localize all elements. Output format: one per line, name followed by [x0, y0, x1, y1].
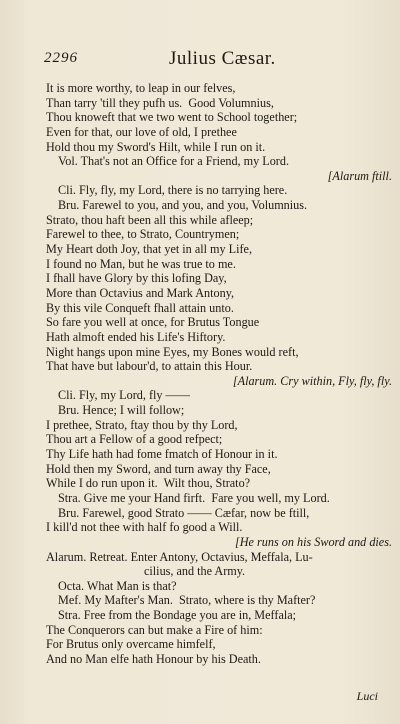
text-line: Hold thou my Sword's Hilt, while I run on it.	[46, 139, 266, 154]
text-line: Cli. Fly, fly, my Lord, there is no tarrying here.	[58, 183, 288, 198]
text-line: By this vile Conqueft fhall attain unto.	[46, 300, 234, 315]
text-line: It is more worthy, to leap in our felves,	[46, 81, 236, 95]
stage-direction: [Alarum. Cry within, Fly, fly, fly.	[232, 373, 392, 388]
text-line: Thou knoweft that we two went to School together;	[46, 110, 298, 125]
stage-direction: [Alarum ftill.	[327, 168, 392, 183]
page-number: 2296	[44, 50, 78, 66]
text-line: Octa. What Man is that?	[58, 578, 177, 593]
text-line: Bru. Farewel to you, and you, and you, Volumnius.	[58, 198, 308, 213]
text-line: Night hangs upon mine Eyes, my Bones would reft,	[46, 344, 299, 359]
text-line: Hold then my Sword, and turn away thy Face,	[46, 461, 271, 476]
text-line: I found no Man, but he was true to me.	[46, 256, 236, 271]
text-line: Stra. Free from the Bondage you are in, Meffala;	[58, 608, 297, 623]
text-line: Vol. That's not an Office for a Friend, my Lord.	[58, 154, 290, 169]
text-line: Mef. My Mafter's Man. Strato, where is thy Mafter?	[58, 593, 316, 608]
text-line: Strato, thou haft been all this while afleep;	[46, 212, 254, 227]
catchword: Luci	[356, 689, 378, 703]
page-header	[44, 48, 374, 72]
text-line: The Conquerors can but make a Fire of him:	[46, 622, 263, 637]
text-line: My Heart doth Joy, that yet in all my Life,	[46, 242, 253, 257]
text-line: And no Man elfe hath Honour by his Death.	[46, 651, 261, 666]
text-line: cilius, and the Army.	[144, 564, 246, 579]
stage-direction: [He runs on his Sword and dies.	[235, 534, 392, 549]
text-line: Thou art a Fellow of a good refpect;	[46, 432, 223, 447]
running-title: Julius Cæsar.	[169, 48, 276, 69]
text-line: Hath almoft ended his Life's Hiftory.	[46, 329, 226, 344]
text-line: I kill'd not thee with half fo good a Will.	[46, 520, 243, 535]
text-line: I fhall have Glory by this lofing Day,	[46, 271, 227, 286]
text-line: Thy Life hath had fome fmatch of Honour in it.	[46, 447, 278, 462]
text-line: Alarum. Retreat. Enter Antony, Octavius, Meffala, Lu-	[46, 549, 313, 564]
text-line: Bru. Hence; I will follow;	[58, 403, 185, 418]
text-line: Farewel to thee, to Strato, Countrymen;	[46, 227, 240, 242]
text-line: More than Octavius and Mark Antony,	[46, 285, 235, 300]
text-line: Than tarry 'till they pufh us. Good Volumnius,	[46, 95, 274, 110]
text-line: So fare you well at once, for Brutus Tongue	[46, 315, 260, 330]
text-line: That have but labour'd, to attain this Hour.	[46, 359, 253, 374]
play-text	[46, 81, 392, 667]
text-line: Cli. Fly, my Lord, fly ——	[58, 388, 190, 403]
text-line: I prethee, Strato, ftay thou by thy Lord,	[46, 417, 238, 432]
text-line: Stra. Give me your Hand firft. Fare you well, my Lord.	[58, 490, 330, 505]
text-line: Even for that, our love of old, I prethee	[46, 124, 237, 139]
text-line: Bru. Farewel, good Strato —— Cæfar, now be ftill,	[58, 505, 310, 520]
text-line: For Brutus only overcame himfelf,	[46, 637, 216, 652]
text-line: While I do run upon it. Wilt thou, Strato?	[46, 476, 251, 491]
